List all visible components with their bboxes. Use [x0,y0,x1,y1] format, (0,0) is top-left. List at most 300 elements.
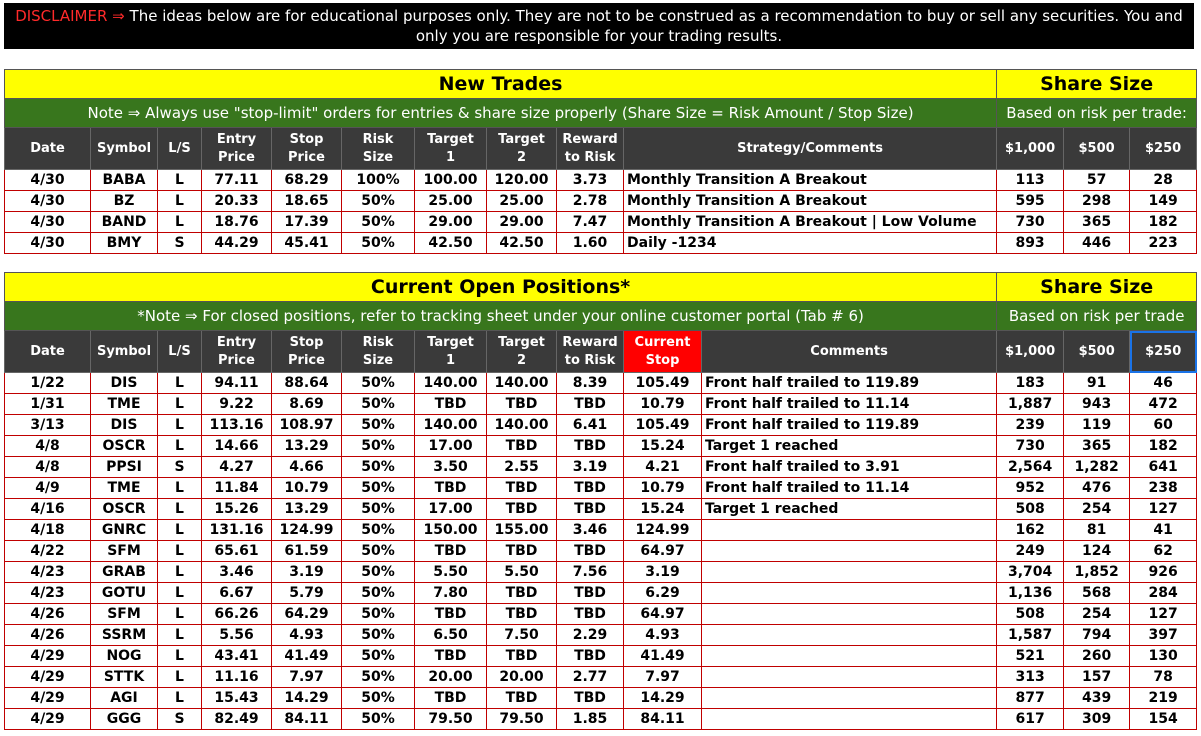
cell-target-2[interactable]: 140.00 [487,415,557,436]
cell-reward-to-risk[interactable]: TBD [557,499,624,520]
cell-size-1000[interactable]: 595 [997,191,1064,212]
cell-size-500[interactable]: 1,852 [1064,562,1130,583]
cell-stop-price[interactable]: 61.59 [272,541,342,562]
cell-size-250[interactable]: 641 [1130,457,1197,478]
cell-size-500[interactable]: 446 [1064,233,1130,254]
cell-target-1[interactable]: 3.50 [415,457,487,478]
cell-symbol[interactable]: GGG [91,709,158,730]
cell-target-2[interactable]: 120.00 [487,170,557,191]
cell-size-500[interactable]: 476 [1064,478,1130,499]
cell-size-250[interactable]: 130 [1130,646,1197,667]
cell-target-2[interactable]: TBD [487,688,557,709]
cell-comments[interactable] [702,709,997,730]
header-size-250-selected[interactable]: $250 [1130,331,1197,373]
cell-symbol[interactable]: BMY [91,233,158,254]
cell-risk-size[interactable]: 50% [342,436,415,457]
cell-date[interactable]: 4/9 [5,478,91,499]
cell-size-500[interactable]: 365 [1064,436,1130,457]
cell-ls[interactable]: L [158,583,202,604]
header-comments[interactable]: Comments [702,331,997,373]
cell-size-1000[interactable]: 508 [997,499,1064,520]
cell-stop-price[interactable]: 13.29 [272,436,342,457]
cell-size-500[interactable]: 1,282 [1064,457,1130,478]
cell-stop-price[interactable]: 7.97 [272,667,342,688]
cell-current-stop[interactable]: 84.11 [624,709,702,730]
cell-reward-to-risk[interactable]: 7.47 [557,212,624,233]
cell-size-500[interactable]: 157 [1064,667,1130,688]
header-stop-price[interactable] [272,128,342,170]
cell-entry-price[interactable]: 11.16 [202,667,272,688]
header-date[interactable]: Date [5,331,91,373]
cell-target-1[interactable]: TBD [415,646,487,667]
cell-symbol[interactable]: TME [91,478,158,499]
cell-date[interactable]: 4/29 [5,667,91,688]
cell-target-2[interactable]: TBD [487,604,557,625]
cell-reward-to-risk[interactable]: 2.77 [557,667,624,688]
cell-symbol[interactable]: BZ [91,191,158,212]
cell-risk-size[interactable]: 50% [342,562,415,583]
cell-date[interactable]: 4/26 [5,625,91,646]
cell-date[interactable]: 1/22 [5,373,91,394]
cell-size-250[interactable]: 472 [1130,394,1197,415]
header-entry-price[interactable] [202,128,272,170]
cell-target-2[interactable]: TBD [487,436,557,457]
cell-date[interactable]: 4/8 [5,457,91,478]
header-target-1[interactable] [415,128,487,170]
cell-reward-to-risk[interactable]: 8.39 [557,373,624,394]
header-target-2[interactable] [487,331,557,373]
cell-symbol[interactable]: BAND [91,212,158,233]
cell-reward-to-risk[interactable]: TBD [557,583,624,604]
cell-comments[interactable] [702,562,997,583]
cell-reward-to-risk[interactable]: 7.56 [557,562,624,583]
cell-size-250[interactable]: 127 [1130,604,1197,625]
cell-current-stop[interactable]: 41.49 [624,646,702,667]
header-size-250[interactable]: $250 [1130,128,1197,170]
cell-size-1000[interactable]: 239 [997,415,1064,436]
cell-risk-size[interactable]: 50% [342,709,415,730]
cell-risk-size[interactable]: 50% [342,212,415,233]
cell-comments[interactable] [702,667,997,688]
cell-size-1000[interactable]: 1,136 [997,583,1064,604]
cell-current-stop[interactable]: 4.93 [624,625,702,646]
cell-risk-size[interactable]: 50% [342,373,415,394]
cell-size-500[interactable]: 91 [1064,373,1130,394]
cell-target-1[interactable]: TBD [415,688,487,709]
cell-target-2[interactable]: TBD [487,499,557,520]
cell-stop-price[interactable]: 88.64 [272,373,342,394]
cell-target-2[interactable]: TBD [487,478,557,499]
cell-size-1000[interactable]: 521 [997,646,1064,667]
cell-stop-price[interactable]: 14.29 [272,688,342,709]
header-strategy-comments[interactable]: Strategy/Comments [624,128,997,170]
cell-comments[interactable] [702,520,997,541]
cell-current-stop[interactable]: 6.29 [624,583,702,604]
cell-date[interactable]: 4/30 [5,233,91,254]
cell-strategy-comments[interactable]: Daily -1234 [624,233,997,254]
cell-size-500[interactable]: 254 [1064,604,1130,625]
cell-target-2[interactable]: TBD [487,583,557,604]
cell-size-500[interactable]: 119 [1064,415,1130,436]
cell-risk-size[interactable]: 50% [342,520,415,541]
cell-entry-price[interactable]: 11.84 [202,478,272,499]
header-stop-price[interactable] [272,331,342,373]
header-current-stop[interactable] [624,331,702,373]
cell-symbol[interactable]: GNRC [91,520,158,541]
cell-comments[interactable]: Target 1 reached [702,499,997,520]
cell-current-stop[interactable]: 10.79 [624,394,702,415]
header-size-500[interactable]: $500 [1064,128,1130,170]
header-target-2[interactable] [487,128,557,170]
cell-stop-price[interactable]: 13.29 [272,499,342,520]
cell-target-2[interactable]: 79.50 [487,709,557,730]
cell-size-1000[interactable]: 617 [997,709,1064,730]
header-ls[interactable]: L/S [158,128,202,170]
cell-stop-price[interactable]: 4.66 [272,457,342,478]
cell-current-stop[interactable]: 105.49 [624,415,702,436]
cell-reward-to-risk[interactable]: 1.60 [557,233,624,254]
header-size-1000[interactable]: $1,000 [997,331,1064,373]
cell-reward-to-risk[interactable]: 2.78 [557,191,624,212]
cell-reward-to-risk[interactable]: 3.46 [557,520,624,541]
cell-stop-price[interactable]: 64.29 [272,604,342,625]
cell-risk-size[interactable]: 50% [342,625,415,646]
cell-size-500[interactable]: 124 [1064,541,1130,562]
header-size-1000[interactable]: $1,000 [997,128,1064,170]
cell-stop-price[interactable]: 68.29 [272,170,342,191]
cell-reward-to-risk[interactable]: TBD [557,394,624,415]
cell-size-250[interactable]: 46 [1130,373,1197,394]
cell-strategy-comments[interactable]: Monthly Transition A Breakout | Low Volume [624,212,997,233]
header-entry-price[interactable] [202,331,272,373]
cell-risk-size[interactable]: 50% [342,394,415,415]
cell-size-500[interactable]: 260 [1064,646,1130,667]
cell-symbol[interactable]: SSRM [91,625,158,646]
cell-size-250[interactable]: 127 [1130,499,1197,520]
cell-symbol[interactable]: SFM [91,604,158,625]
cell-size-250[interactable]: 182 [1130,212,1197,233]
cell-ls[interactable]: L [158,394,202,415]
cell-comments[interactable] [702,625,997,646]
cell-target-2[interactable]: TBD [487,646,557,667]
cell-date[interactable]: 4/30 [5,212,91,233]
cell-entry-price[interactable]: 15.43 [202,688,272,709]
cell-risk-size[interactable]: 50% [342,583,415,604]
cell-size-250[interactable]: 926 [1130,562,1197,583]
cell-comments[interactable] [702,646,997,667]
header-symbol[interactable]: Symbol [91,331,158,373]
cell-ls[interactable]: L [158,520,202,541]
cell-ls[interactable]: L [158,415,202,436]
cell-comments[interactable]: Front half trailed to 11.14 [702,478,997,499]
header-risk-size[interactable] [342,128,415,170]
cell-current-stop[interactable]: 124.99 [624,520,702,541]
cell-stop-price[interactable]: 8.69 [272,394,342,415]
cell-stop-price[interactable]: 41.49 [272,646,342,667]
cell-size-250[interactable]: 60 [1130,415,1197,436]
cell-risk-size[interactable]: 50% [342,688,415,709]
cell-entry-price[interactable]: 82.49 [202,709,272,730]
cell-target-2[interactable]: 155.00 [487,520,557,541]
cell-entry-price[interactable]: 4.27 [202,457,272,478]
cell-size-500[interactable]: 365 [1064,212,1130,233]
cell-size-250[interactable]: 223 [1130,233,1197,254]
cell-risk-size[interactable]: 50% [342,667,415,688]
cell-risk-size[interactable]: 50% [342,233,415,254]
cell-size-250[interactable]: 154 [1130,709,1197,730]
cell-target-2[interactable]: 20.00 [487,667,557,688]
cell-ls[interactable]: L [158,170,202,191]
cell-symbol[interactable]: BABA [91,170,158,191]
cell-ls[interactable]: L [158,646,202,667]
cell-date[interactable]: 4/16 [5,499,91,520]
cell-stop-price[interactable]: 4.93 [272,625,342,646]
cell-target-2[interactable]: 29.00 [487,212,557,233]
cell-ls[interactable]: L [158,212,202,233]
header-ls[interactable]: L/S [158,331,202,373]
cell-reward-to-risk[interactable]: 3.19 [557,457,624,478]
cell-symbol[interactable]: GRAB [91,562,158,583]
cell-stop-price[interactable]: 108.97 [272,415,342,436]
cell-size-1000[interactable]: 313 [997,667,1064,688]
cell-ls[interactable]: L [158,688,202,709]
cell-date[interactable]: 4/8 [5,436,91,457]
cell-size-250[interactable]: 78 [1130,667,1197,688]
cell-risk-size[interactable]: 50% [342,499,415,520]
cell-reward-to-risk[interactable]: TBD [557,688,624,709]
cell-ls[interactable]: S [158,457,202,478]
cell-reward-to-risk[interactable]: 2.29 [557,625,624,646]
cell-target-1[interactable]: 100.00 [415,170,487,191]
cell-size-1000[interactable]: 952 [997,478,1064,499]
cell-stop-price[interactable]: 5.79 [272,583,342,604]
cell-size-500[interactable]: 57 [1064,170,1130,191]
cell-risk-size[interactable]: 50% [342,415,415,436]
cell-target-1[interactable]: 140.00 [415,373,487,394]
cell-date[interactable]: 4/26 [5,604,91,625]
cell-size-1000[interactable]: 162 [997,520,1064,541]
cell-risk-size[interactable]: 50% [342,604,415,625]
cell-target-1[interactable]: 79.50 [415,709,487,730]
cell-size-500[interactable]: 309 [1064,709,1130,730]
cell-date[interactable]: 4/30 [5,170,91,191]
cell-current-stop[interactable]: 15.24 [624,436,702,457]
cell-target-1[interactable]: TBD [415,478,487,499]
cell-size-250[interactable]: 219 [1130,688,1197,709]
cell-size-500[interactable]: 794 [1064,625,1130,646]
cell-symbol[interactable]: DIS [91,415,158,436]
cell-size-1000[interactable]: 877 [997,688,1064,709]
cell-date[interactable]: 4/29 [5,688,91,709]
header-symbol[interactable]: Symbol [91,128,158,170]
cell-size-250[interactable]: 238 [1130,478,1197,499]
cell-size-250[interactable]: 284 [1130,583,1197,604]
cell-entry-price[interactable]: 94.11 [202,373,272,394]
cell-size-1000[interactable]: 893 [997,233,1064,254]
cell-entry-price[interactable]: 9.22 [202,394,272,415]
cell-target-1[interactable]: 25.00 [415,191,487,212]
cell-stop-price[interactable]: 45.41 [272,233,342,254]
cell-ls[interactable]: L [158,604,202,625]
cell-risk-size[interactable]: 50% [342,478,415,499]
cell-size-500[interactable]: 298 [1064,191,1130,212]
cell-size-1000[interactable]: 730 [997,436,1064,457]
cell-date[interactable]: 4/22 [5,541,91,562]
cell-risk-size[interactable]: 50% [342,646,415,667]
cell-target-1[interactable]: TBD [415,394,487,415]
cell-risk-size[interactable]: 50% [342,541,415,562]
cell-symbol[interactable]: OSCR [91,499,158,520]
cell-target-1[interactable]: 140.00 [415,415,487,436]
cell-symbol[interactable]: DIS [91,373,158,394]
cell-stop-price[interactable]: 10.79 [272,478,342,499]
cell-reward-to-risk[interactable]: 1.85 [557,709,624,730]
header-risk-size[interactable] [342,331,415,373]
cell-entry-price[interactable]: 15.26 [202,499,272,520]
cell-entry-price[interactable]: 43.41 [202,646,272,667]
cell-target-1[interactable]: 42.50 [415,233,487,254]
cell-size-500[interactable]: 254 [1064,499,1130,520]
cell-comments[interactable] [702,583,997,604]
cell-stop-price[interactable]: 84.11 [272,709,342,730]
header-date[interactable]: Date [5,128,91,170]
cell-comments[interactable] [702,604,997,625]
cell-target-2[interactable]: 5.50 [487,562,557,583]
cell-size-1000[interactable]: 1,887 [997,394,1064,415]
cell-comments[interactable] [702,688,997,709]
cell-target-1[interactable]: TBD [415,604,487,625]
header-reward-to-risk[interactable] [557,128,624,170]
cell-strategy-comments[interactable]: Monthly Transition A Breakout [624,191,997,212]
cell-symbol[interactable]: SFM [91,541,158,562]
cell-target-1[interactable]: 7.80 [415,583,487,604]
cell-size-500[interactable]: 568 [1064,583,1130,604]
cell-entry-price[interactable]: 5.56 [202,625,272,646]
cell-target-2[interactable]: TBD [487,394,557,415]
cell-size-1000[interactable]: 508 [997,604,1064,625]
cell-entry-price[interactable]: 18.76 [202,212,272,233]
cell-size-250[interactable]: 397 [1130,625,1197,646]
cell-current-stop[interactable]: 7.97 [624,667,702,688]
cell-current-stop[interactable]: 105.49 [624,373,702,394]
cell-date[interactable]: 4/30 [5,191,91,212]
cell-reward-to-risk[interactable]: TBD [557,478,624,499]
cell-size-250[interactable]: 62 [1130,541,1197,562]
cell-entry-price[interactable]: 66.26 [202,604,272,625]
cell-current-stop[interactable]: 64.97 [624,541,702,562]
cell-ls[interactable]: S [158,233,202,254]
cell-size-1000[interactable]: 2,564 [997,457,1064,478]
cell-date[interactable]: 4/23 [5,562,91,583]
cell-current-stop[interactable]: 3.19 [624,562,702,583]
cell-stop-price[interactable]: 18.65 [272,191,342,212]
cell-target-1[interactable]: TBD [415,541,487,562]
cell-symbol[interactable]: STTK [91,667,158,688]
cell-date[interactable]: 4/29 [5,709,91,730]
cell-reward-to-risk[interactable]: TBD [557,604,624,625]
cell-size-1000[interactable]: 113 [997,170,1064,191]
cell-current-stop[interactable]: 14.29 [624,688,702,709]
cell-entry-price[interactable]: 3.46 [202,562,272,583]
cell-stop-price[interactable]: 124.99 [272,520,342,541]
cell-ls[interactable]: L [158,373,202,394]
cell-size-1000[interactable]: 3,704 [997,562,1064,583]
cell-reward-to-risk[interactable]: TBD [557,541,624,562]
cell-size-1000[interactable]: 730 [997,212,1064,233]
cell-ls[interactable]: L [158,436,202,457]
cell-date[interactable]: 4/23 [5,583,91,604]
cell-target-1[interactable]: 150.00 [415,520,487,541]
cell-current-stop[interactable]: 4.21 [624,457,702,478]
cell-target-2[interactable]: 140.00 [487,373,557,394]
cell-entry-price[interactable]: 65.61 [202,541,272,562]
cell-date[interactable]: 4/18 [5,520,91,541]
cell-entry-price[interactable]: 20.33 [202,191,272,212]
cell-reward-to-risk[interactable]: 3.73 [557,170,624,191]
cell-symbol[interactable]: TME [91,394,158,415]
cell-size-250[interactable]: 28 [1130,170,1197,191]
cell-size-500[interactable]: 943 [1064,394,1130,415]
cell-target-1[interactable]: 6.50 [415,625,487,646]
cell-target-2[interactable]: 2.55 [487,457,557,478]
cell-entry-price[interactable]: 131.16 [202,520,272,541]
cell-date[interactable]: 4/29 [5,646,91,667]
header-target-1[interactable] [415,331,487,373]
cell-size-250[interactable]: 182 [1130,436,1197,457]
cell-target-1[interactable]: 29.00 [415,212,487,233]
header-size-500[interactable]: $500 [1064,331,1130,373]
cell-ls[interactable]: L [158,625,202,646]
cell-entry-price[interactable]: 14.66 [202,436,272,457]
cell-reward-to-risk[interactable]: TBD [557,436,624,457]
cell-ls[interactable]: L [158,562,202,583]
cell-ls[interactable]: L [158,191,202,212]
cell-size-1000[interactable]: 183 [997,373,1064,394]
cell-entry-price[interactable]: 44.29 [202,233,272,254]
cell-target-2[interactable]: 25.00 [487,191,557,212]
cell-comments[interactable]: Target 1 reached [702,436,997,457]
cell-entry-price[interactable]: 113.16 [202,415,272,436]
cell-date[interactable]: 1/31 [5,394,91,415]
cell-current-stop[interactable]: 15.24 [624,499,702,520]
cell-size-500[interactable]: 81 [1064,520,1130,541]
cell-symbol[interactable]: NOG [91,646,158,667]
cell-strategy-comments[interactable]: Monthly Transition A Breakout [624,170,997,191]
cell-size-1000[interactable]: 1,587 [997,625,1064,646]
cell-size-1000[interactable]: 249 [997,541,1064,562]
cell-date[interactable]: 3/13 [5,415,91,436]
cell-target-1[interactable]: 17.00 [415,499,487,520]
cell-risk-size[interactable]: 50% [342,457,415,478]
cell-target-2[interactable]: TBD [487,541,557,562]
cell-size-250[interactable]: 41 [1130,520,1197,541]
cell-target-2[interactable]: 42.50 [487,233,557,254]
cell-comments[interactable]: Front half trailed to 11.14 [702,394,997,415]
cell-ls[interactable]: L [158,667,202,688]
cell-comments[interactable]: Front half trailed to 119.89 [702,415,997,436]
cell-size-250[interactable]: 149 [1130,191,1197,212]
cell-ls[interactable]: L [158,499,202,520]
cell-stop-price[interactable]: 3.19 [272,562,342,583]
cell-ls[interactable]: L [158,541,202,562]
cell-symbol[interactable]: AGI [91,688,158,709]
cell-symbol[interactable]: OSCR [91,436,158,457]
cell-risk-size[interactable]: 100% [342,170,415,191]
cell-target-1[interactable]: 5.50 [415,562,487,583]
cell-ls[interactable]: L [158,478,202,499]
cell-stop-price[interactable]: 17.39 [272,212,342,233]
cell-target-1[interactable]: 17.00 [415,436,487,457]
